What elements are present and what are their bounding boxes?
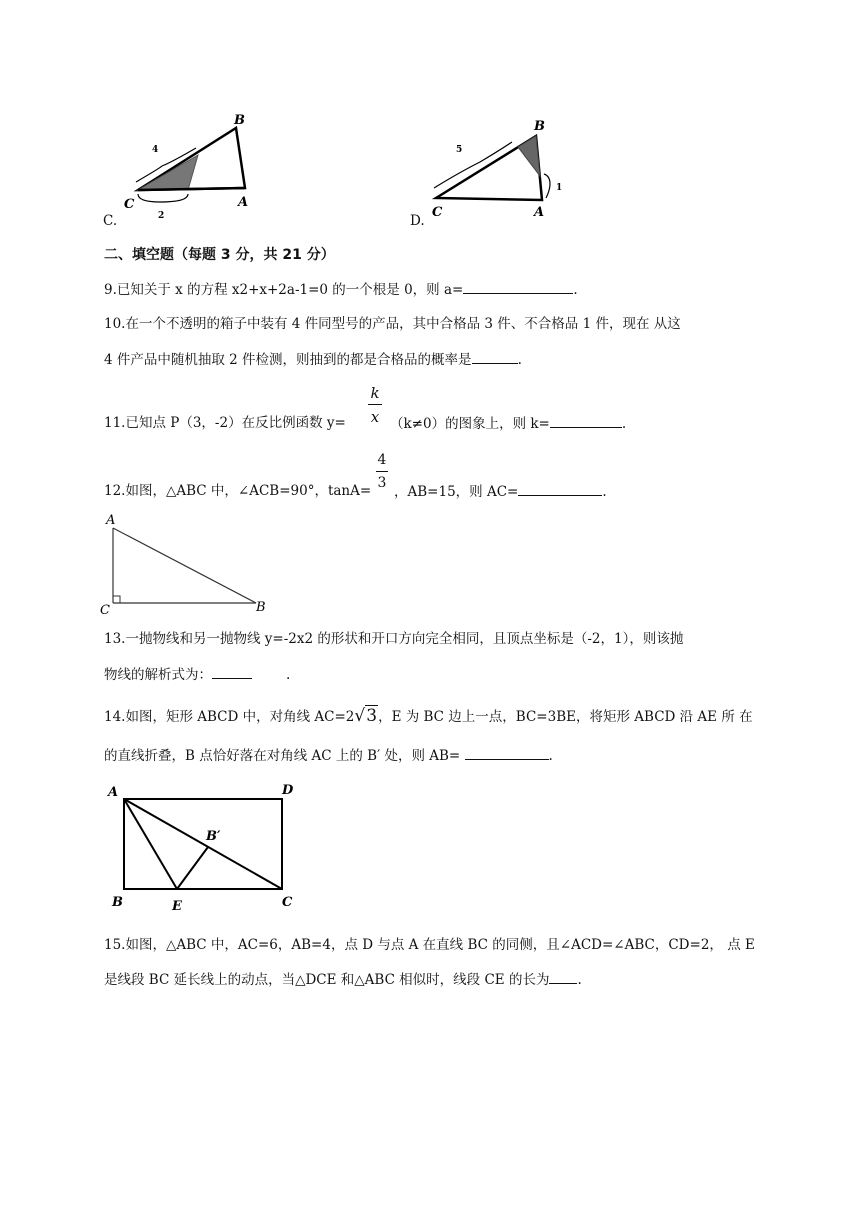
d-label-a: A <box>534 205 545 220</box>
c-len-top: 4 <box>152 145 159 155</box>
q14-answer-blank[interactable] <box>465 745 549 760</box>
c-label-a: A <box>238 195 249 210</box>
q12-answer-blank[interactable] <box>518 481 602 496</box>
question-11-rest <box>390 413 626 434</box>
q14-label-a: A <box>108 785 119 800</box>
q9-text: 9.已知关于 x 的方程 x2+x+2a-1=0 的一个根是 0，则 a= <box>104 282 464 298</box>
q12-figure <box>96 508 276 616</box>
d-label-b: B <box>534 119 545 134</box>
q14-sqrt: √3 <box>354 706 378 726</box>
question-9 <box>104 279 578 300</box>
q14-rectangle-diagram <box>104 778 304 912</box>
question-10-line2 <box>104 349 522 370</box>
q11-end: . <box>621 416 627 432</box>
q14-figure <box>104 778 304 912</box>
q14-label-d: D <box>282 783 294 798</box>
question-12-rest <box>394 481 607 502</box>
q14-label-bprime: B′ <box>206 829 221 844</box>
q14-label-c: C <box>282 895 293 910</box>
question-13-line1: 13.一抛物线和另一抛物线 y=-2x2 的形状和开口方向完全相同，且顶点坐标是（-2，1），则该抛 <box>104 631 684 647</box>
q15-end: . <box>577 972 582 988</box>
d-len-right: 1 <box>556 183 563 193</box>
c-label-c: C <box>124 197 135 212</box>
c-len-bottom: 2 <box>158 211 165 221</box>
q10-answer-blank[interactable] <box>472 349 518 364</box>
q11-before: 11.已知点 P（3，-2）在反比例函数 y= <box>104 415 346 431</box>
q14-end: . <box>548 748 553 764</box>
q14-label-e: E <box>172 899 182 912</box>
q13-answer-blank[interactable] <box>212 664 252 679</box>
question-15-line2 <box>104 969 582 990</box>
q12-label-c: C <box>100 603 110 616</box>
question-14-line1 <box>104 706 753 727</box>
d-label-c: C <box>432 205 443 220</box>
q14-before: 14.如图，矩形 ABCD 中，对角线 AC=2 <box>104 709 355 725</box>
option-c-diagram <box>100 110 260 225</box>
q12-triangle-diagram <box>96 508 276 616</box>
q12-before: 12.如图，△ABC 中，∠ACB=90°，tanA= <box>104 483 372 499</box>
q12-end: . <box>602 484 607 500</box>
question-11 <box>104 413 346 433</box>
q11-answer-blank[interactable] <box>550 413 622 428</box>
q15-answer-blank[interactable] <box>549 969 577 984</box>
option-c-label: C. <box>103 213 118 229</box>
q9-end: . <box>573 282 578 298</box>
option-d-label: D. <box>410 213 425 229</box>
q9-answer-blank[interactable] <box>463 279 573 294</box>
question-13-line2 <box>104 664 290 685</box>
q14-label-b: B <box>112 895 123 910</box>
question-12 <box>104 481 371 501</box>
q12-label-a: A <box>106 513 116 528</box>
q12-denominator: 3 <box>377 475 387 491</box>
question-14-line2 <box>104 745 553 766</box>
q12-fraction <box>376 452 388 492</box>
question-10-line1: 10.在一个不透明的箱子中装有 4 件同型号的产品，其中合格品 3 件、不合格品 1 件，现在 从这 <box>104 316 681 332</box>
d-len-top: 5 <box>456 145 463 155</box>
q10-text: 4 件产品中随机抽取 2 件检测，则抽到的都是合格品的概率是 <box>104 352 472 368</box>
option-c-figure <box>100 110 260 225</box>
q13-text: 物线的解析式为： <box>104 667 212 683</box>
q11-after: （k≠0）的图象上，则 k= <box>390 416 550 432</box>
q12-label-b: B <box>256 600 266 615</box>
q11-numerator: k <box>370 384 380 402</box>
q14-text: 的直线折叠，B 点恰好落在对角线 AC 上的 B′ 处，则 AB= <box>104 748 461 764</box>
section-title: 二、填空题（每题 3 分，共 21 分） <box>104 247 335 263</box>
q12-after: ，AB=15，则 AC= <box>394 484 519 500</box>
option-d-diagram <box>420 110 580 225</box>
option-d-figure <box>420 110 580 225</box>
q10-end: . <box>517 352 522 368</box>
q12-numerator: 4 <box>377 452 387 468</box>
q14-after: ，E 为 BC 边上一点，BC=3BE，将矩形 ABCD 沿 AE 所 在 <box>378 709 753 725</box>
c-label-b: B <box>234 113 245 128</box>
q11-denominator: x <box>370 408 380 426</box>
q15-text: 是线段 BC 延长线上的动点，当△DCE 和△ABC 相似时，线段 CE 的长为 <box>104 972 550 988</box>
question-15-line1: 15.如图，△ABC 中，AC=6，AB=4，点 D 与点 A 在直线 BC 的同侧，且∠ACD=∠ABC，CD=2， 点 E <box>104 937 755 953</box>
q13-end: . <box>286 667 291 683</box>
q11-fraction <box>368 384 382 426</box>
